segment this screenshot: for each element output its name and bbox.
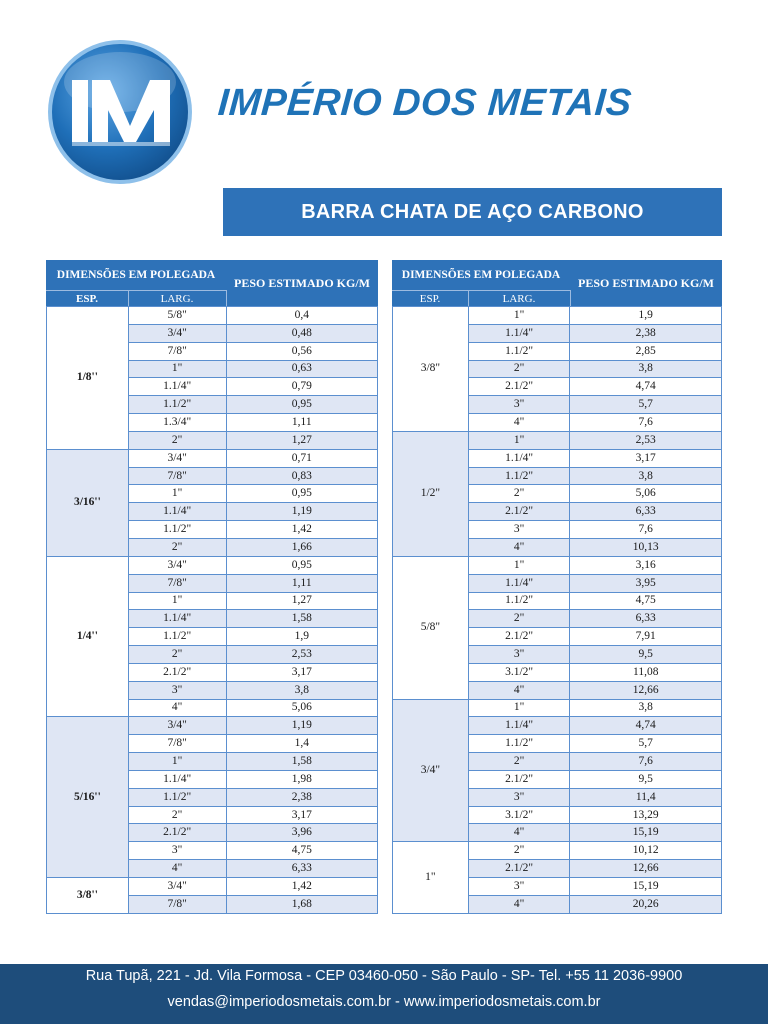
width-cell: 7/8" [128, 895, 226, 913]
weight-cell: 1,58 [226, 753, 378, 771]
weight-cell: 7,6 [570, 521, 722, 539]
width-cell: 3/4" [128, 717, 226, 735]
weight-cell: 1,11 [226, 574, 378, 592]
width-cell: 2.1/2" [468, 628, 570, 646]
weight-cell: 15,19 [570, 878, 722, 896]
weight-cell: 11,08 [570, 663, 722, 681]
table-body [392, 306, 722, 914]
width-cell: 2" [128, 431, 226, 449]
width-cell: 3" [128, 681, 226, 699]
width-cell: 1" [128, 592, 226, 610]
weight-cell: 20,26 [570, 895, 722, 913]
thickness-cell: 5/16'' [47, 717, 129, 878]
weight-cell: 1,27 [226, 592, 378, 610]
table-row [47, 449, 378, 467]
weight-cell: 9,5 [570, 646, 722, 664]
weight-cell: 3,8 [226, 681, 378, 699]
weight-cell: 7,6 [570, 414, 722, 432]
table-body [46, 306, 378, 914]
thickness-cell: 3/4" [393, 699, 469, 842]
width-cell: 1.1/2" [128, 628, 226, 646]
width-cell: 5/8" [128, 307, 226, 325]
width-cell: 1.1/2" [128, 521, 226, 539]
width-cell: 1" [468, 307, 570, 325]
weight-cell: 0,95 [226, 556, 378, 574]
table-row [393, 431, 722, 449]
thickness-cell: 3/16'' [47, 449, 129, 556]
footer-address: Rua Tupã, 221 - Jd. Vila Formosa - CEP 03460-050 - São Paulo - SP- Tel. +55 11 2036-9900 [85, 968, 683, 984]
weight-cell: 5,7 [570, 735, 722, 753]
width-cell: 1.1/2" [128, 396, 226, 414]
width-cell: 3" [468, 396, 570, 414]
width-cell: 3" [468, 521, 570, 539]
width-cell: 4" [468, 895, 570, 913]
thickness-cell: 3/8" [393, 307, 469, 432]
width-cell: 2" [468, 485, 570, 503]
width-cell: 2.1/2" [468, 860, 570, 878]
width-cell: 2" [128, 538, 226, 556]
width-cell: 1.1/2" [128, 788, 226, 806]
weight-cell: 1,19 [226, 717, 378, 735]
width-cell: 1" [128, 360, 226, 378]
weight-cell: 1,68 [226, 895, 378, 913]
thickness-cell: 3/8'' [47, 878, 129, 914]
width-cell: 3/4" [128, 324, 226, 342]
width-cell: 2" [468, 842, 570, 860]
thickness-cell: 1/2" [393, 431, 469, 556]
width-cell: 1.1/2" [468, 342, 570, 360]
weight-cell: 1,66 [226, 538, 378, 556]
weight-cell: 0,63 [226, 360, 378, 378]
weight-cell: 1,9 [570, 307, 722, 325]
weight-cell: 4,74 [570, 717, 722, 735]
header-divider [570, 290, 571, 306]
header-width: LARG. [128, 290, 226, 307]
table-row [47, 307, 378, 325]
width-cell: 1" [128, 753, 226, 771]
weight-cell: 3,16 [570, 556, 722, 574]
width-cell: 1.1/4" [128, 770, 226, 788]
width-cell: 1.1/4" [128, 378, 226, 396]
table-row [393, 307, 722, 325]
weight-cell: 12,66 [570, 860, 722, 878]
width-cell: 7/8" [128, 467, 226, 485]
table-row [47, 878, 378, 896]
thickness-cell: 5/8" [393, 556, 469, 699]
weight-cell: 0,71 [226, 449, 378, 467]
header-weight: PESO ESTIMADO KG/M [233, 276, 370, 290]
weight-cell: 1,58 [226, 610, 378, 628]
width-cell: 1.1/4" [128, 503, 226, 521]
table-header [46, 260, 378, 306]
weight-cell: 13,29 [570, 806, 722, 824]
table-header [392, 260, 722, 306]
width-cell: 3" [468, 788, 570, 806]
weight-cell: 2,38 [226, 788, 378, 806]
weight-cell: 0,56 [226, 342, 378, 360]
header-width: LARG. [468, 290, 570, 307]
width-cell: 1.3/4" [128, 414, 226, 432]
footer [0, 964, 768, 1024]
weight-cell: 7,91 [570, 628, 722, 646]
width-cell: 1.1/4" [468, 574, 570, 592]
width-cell: 1" [468, 431, 570, 449]
width-cell: 2.1/2" [468, 770, 570, 788]
width-cell: 2" [468, 610, 570, 628]
weight-cell: 3,17 [570, 449, 722, 467]
width-cell: 4" [128, 860, 226, 878]
weight-cell: 1,42 [226, 521, 378, 539]
document-title [223, 188, 722, 236]
weight-cell: 1,27 [226, 431, 378, 449]
thickness-cell: 1" [393, 842, 469, 913]
table-row [47, 717, 378, 735]
header-divider [128, 290, 129, 306]
header-divider [468, 290, 469, 306]
thickness-cell: 1/4'' [47, 556, 129, 717]
weight-table-right [392, 260, 722, 914]
weight-cell: 1,19 [226, 503, 378, 521]
table-row [393, 842, 722, 860]
width-cell: 1" [468, 699, 570, 717]
width-cell: 1.1/4" [468, 717, 570, 735]
document-title-text: BARRA CHATA DE AÇO CARBONO [301, 200, 644, 223]
table-row [393, 699, 722, 717]
weight-cell: 10,12 [570, 842, 722, 860]
weight-cell: 3,96 [226, 824, 378, 842]
weight-cell: 6,33 [226, 860, 378, 878]
width-cell: 7/8" [128, 342, 226, 360]
weight-cell: 4,75 [226, 842, 378, 860]
weight-cell: 2,85 [570, 342, 722, 360]
width-cell: 3" [468, 646, 570, 664]
width-cell: 1.1/4" [128, 610, 226, 628]
weight-cell: 0,48 [226, 324, 378, 342]
width-cell: 4" [468, 681, 570, 699]
thickness-cell: 1/8'' [47, 307, 129, 450]
width-cell: 3/4" [128, 449, 226, 467]
weight-cell: 0,95 [226, 396, 378, 414]
width-cell: 1.1/4" [468, 449, 570, 467]
weight-cell: 15,19 [570, 824, 722, 842]
width-cell: 3" [468, 878, 570, 896]
width-cell: 3/4" [128, 556, 226, 574]
width-cell: 2" [468, 753, 570, 771]
weight-cell: 7,6 [570, 753, 722, 771]
width-cell: 1.1/2" [468, 467, 570, 485]
width-cell: 3.1/2" [468, 806, 570, 824]
company-name: IMPÉRIO DOS METAIS [216, 82, 634, 124]
width-cell: 2" [128, 646, 226, 664]
width-cell: 2.1/2" [128, 663, 226, 681]
weight-cell: 6,33 [570, 610, 722, 628]
table-row [393, 556, 722, 574]
width-cell: 2.1/2" [468, 503, 570, 521]
weight-cell: 2,53 [570, 431, 722, 449]
weight-cell: 2,53 [226, 646, 378, 664]
weight-cell: 1,42 [226, 878, 378, 896]
width-cell: 4" [468, 538, 570, 556]
weight-table-left [46, 260, 378, 914]
weight-cell: 5,06 [570, 485, 722, 503]
weight-cell: 1,11 [226, 414, 378, 432]
width-cell: 7/8" [128, 574, 226, 592]
width-cell: 1.1/2" [468, 592, 570, 610]
weight-cell: 10,13 [570, 538, 722, 556]
width-cell: 1.1/2" [468, 735, 570, 753]
width-cell: 1" [468, 556, 570, 574]
width-cell: 2.1/2" [128, 824, 226, 842]
width-cell: 2" [128, 806, 226, 824]
width-cell: 4" [468, 824, 570, 842]
weight-cell: 6,33 [570, 503, 722, 521]
width-cell: 3" [128, 842, 226, 860]
weight-cell: 4,74 [570, 378, 722, 396]
weight-cell: 1,9 [226, 628, 378, 646]
weight-cell: 11,4 [570, 788, 722, 806]
header-weight: PESO ESTIMADO KG/M [577, 276, 714, 290]
width-cell: 3.1/2" [468, 663, 570, 681]
weight-cell: 0,4 [226, 307, 378, 325]
weight-cell: 5,7 [570, 396, 722, 414]
width-cell: 4" [468, 414, 570, 432]
weight-cell: 3,95 [570, 574, 722, 592]
weight-cell: 12,66 [570, 681, 722, 699]
weight-cell: 3,8 [570, 699, 722, 717]
width-cell: 2" [468, 360, 570, 378]
footer-contact: vendas@imperiodosmetais.com.br - www.imperiodosmetais.com.br [167, 994, 601, 1010]
weight-cell: 0,79 [226, 378, 378, 396]
im-monogram-logo-icon [46, 38, 194, 186]
weight-cell: 1,98 [226, 770, 378, 788]
weight-cell: 1,4 [226, 735, 378, 753]
width-cell: 1" [128, 485, 226, 503]
width-cell: 1.1/4" [468, 324, 570, 342]
weight-cell: 2,38 [570, 324, 722, 342]
header-dimensions: DIMENSÕES EM POLEGADA [401, 268, 561, 281]
weight-cell: 3,17 [226, 806, 378, 824]
weight-cell: 9,5 [570, 770, 722, 788]
weight-cell: 3,17 [226, 663, 378, 681]
table-row [47, 556, 378, 574]
weight-cell: 0,95 [226, 485, 378, 503]
width-cell: 2.1/2" [468, 378, 570, 396]
weight-cell: 5,06 [226, 699, 378, 717]
header-thickness: ESP. [46, 290, 128, 307]
header-dimensions: DIMENSÕES EM POLEGADA [56, 268, 216, 281]
width-cell: 7/8" [128, 735, 226, 753]
weight-cell: 3,8 [570, 467, 722, 485]
width-cell: 3/4" [128, 878, 226, 896]
weight-cell: 4,75 [570, 592, 722, 610]
header-divider [226, 290, 227, 306]
width-cell: 4" [128, 699, 226, 717]
company-logo [46, 38, 194, 186]
weight-cell: 0,83 [226, 467, 378, 485]
header-thickness: ESP. [392, 290, 468, 307]
weight-cell: 3,8 [570, 360, 722, 378]
